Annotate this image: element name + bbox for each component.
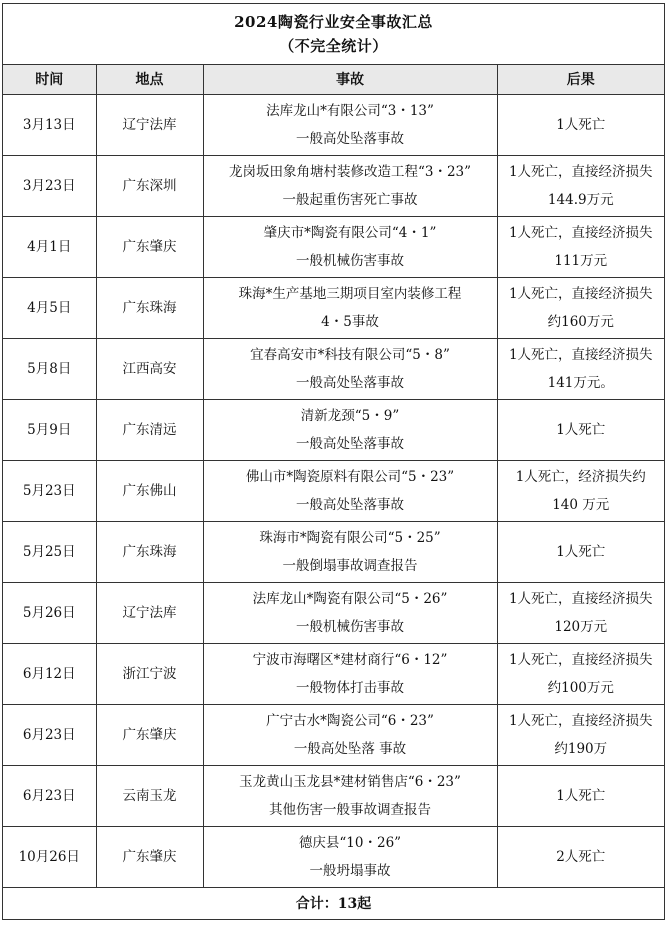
event-line: 一般倒塌事故调查报告 xyxy=(282,558,418,574)
cell-time: 6月23日 xyxy=(3,766,96,827)
cell-event xyxy=(203,95,497,156)
event-line: 龙岗坂田象角塘村装修改造工程“3・23” xyxy=(228,164,472,180)
cell-result xyxy=(497,95,664,156)
total-row xyxy=(3,888,664,920)
cell-place: 广东深圳 xyxy=(96,156,203,217)
result-line: 1人死亡 xyxy=(556,422,606,438)
cell-place: 江西高安 xyxy=(96,339,203,400)
accident-table xyxy=(3,65,664,919)
result-line: 120万元 xyxy=(554,619,608,635)
table-row xyxy=(3,339,664,400)
cell-place: 广东珠海 xyxy=(96,278,203,339)
cell-time: 5月23日 xyxy=(3,461,96,522)
cell-result xyxy=(497,522,664,583)
table-row xyxy=(3,766,664,827)
event-line: 一般机械伤害事故 xyxy=(296,253,404,269)
cell-place: 广东肇庆 xyxy=(96,217,203,278)
event-line: 广宁古水*陶瓷公司“6・23” xyxy=(266,713,434,729)
cell-event xyxy=(203,705,497,766)
header-place: 地点 xyxy=(96,65,203,95)
event-line: 一般高处坠落 事故 xyxy=(293,741,407,757)
cell-result xyxy=(497,400,664,461)
cell-result xyxy=(497,766,664,827)
cell-place: 辽宁法库 xyxy=(96,583,203,644)
table-row xyxy=(3,522,664,583)
cell-event xyxy=(203,278,497,339)
result-line: 1人死亡 xyxy=(556,788,606,804)
event-line: 玉龙黄山玉龙县*建材销售店“6・23” xyxy=(239,774,461,790)
cell-place: 广东清远 xyxy=(96,400,203,461)
result-line: 2人死亡 xyxy=(556,849,606,865)
page-subtitle: （不完全统计） xyxy=(279,37,388,55)
event-line: 一般高处坠落事故 xyxy=(296,131,404,147)
result-line: 1人死亡，直接经济损失 xyxy=(508,225,653,241)
cell-place: 云南玉龙 xyxy=(96,766,203,827)
table-header-row xyxy=(3,65,664,95)
cell-place: 广东佛山 xyxy=(96,461,203,522)
result-line: 约100万元 xyxy=(547,680,614,696)
table-row xyxy=(3,156,664,217)
table-row xyxy=(3,217,664,278)
cell-time: 10月26日 xyxy=(3,827,96,888)
table-row xyxy=(3,705,664,766)
cell-event xyxy=(203,217,497,278)
table-row xyxy=(3,278,664,339)
result-line: 1人死亡 xyxy=(556,117,606,133)
result-line: 1人死亡，直接经济损失 xyxy=(508,347,653,363)
table-row xyxy=(3,644,664,705)
cell-event xyxy=(203,339,497,400)
result-line: 约190万 xyxy=(554,741,608,757)
cell-result xyxy=(497,339,664,400)
cell-time: 3月13日 xyxy=(3,95,96,156)
result-line: 1人死亡，直接经济损失 xyxy=(508,713,653,729)
cell-time: 6月12日 xyxy=(3,644,96,705)
table-row xyxy=(3,827,664,888)
cell-event xyxy=(203,644,497,705)
result-line: 1人死亡，直接经济损失 xyxy=(508,591,653,607)
result-line: 140 万元 xyxy=(552,497,610,513)
result-line: 约160万元 xyxy=(547,314,614,330)
table-row xyxy=(3,583,664,644)
cell-event xyxy=(203,766,497,827)
cell-event xyxy=(203,583,497,644)
table-body xyxy=(3,95,664,920)
event-line: 其他伤害一般事故调查报告 xyxy=(269,802,431,818)
title-block xyxy=(3,4,664,65)
event-line: 佛山市*陶瓷原料有限公司“5・23” xyxy=(245,469,455,485)
event-line: 4・5事故 xyxy=(321,314,379,330)
cell-result xyxy=(497,583,664,644)
cell-place: 广东珠海 xyxy=(96,522,203,583)
result-line: 1人死亡 xyxy=(556,544,606,560)
event-line: 宁波市海曙区*建材商行“6・12” xyxy=(252,652,448,668)
cell-place: 浙江宁波 xyxy=(96,644,203,705)
cell-result xyxy=(497,705,664,766)
cell-time: 6月23日 xyxy=(3,705,96,766)
event-line: 一般高处坠落事故 xyxy=(296,497,404,513)
cell-result xyxy=(497,827,664,888)
cell-result xyxy=(497,156,664,217)
cell-time: 4月5日 xyxy=(3,278,96,339)
result-line: 1人死亡，直接经济损失 xyxy=(508,286,653,302)
cell-time: 4月1日 xyxy=(3,217,96,278)
cell-place: 广东肇庆 xyxy=(96,705,203,766)
result-line: 1人死亡，直接经济损失 xyxy=(508,164,653,180)
event-line: 法库龙山*陶瓷有限公司“5・26” xyxy=(252,591,448,607)
cell-event xyxy=(203,156,497,217)
header-event: 事故 xyxy=(203,65,497,95)
event-line: 珠海市*陶瓷有限公司“5・25” xyxy=(259,530,441,546)
cell-time: 5月9日 xyxy=(3,400,96,461)
event-line: 宜春高安市*科技有限公司“5・8” xyxy=(250,347,450,363)
cell-place: 广东肇庆 xyxy=(96,827,203,888)
cell-time: 5月8日 xyxy=(3,339,96,400)
event-line: 法库龙山*有限公司“3・13” xyxy=(266,103,434,119)
table-row xyxy=(3,461,664,522)
result-line: 144.9万元 xyxy=(547,192,614,208)
result-line: 1人死亡，经济损失约 xyxy=(515,469,646,485)
event-line: 一般高处坠落事故 xyxy=(296,436,404,452)
cell-place: 辽宁法库 xyxy=(96,95,203,156)
table-row xyxy=(3,95,664,156)
accident-summary-sheet xyxy=(2,3,665,920)
cell-result xyxy=(497,217,664,278)
cell-time: 3月23日 xyxy=(3,156,96,217)
cell-event xyxy=(203,400,497,461)
cell-result xyxy=(497,461,664,522)
result-line: 1人死亡，直接经济损失 xyxy=(508,652,653,668)
event-line: 一般高处坠落事故 xyxy=(296,375,404,391)
event-line: 清新龙颈“5・9” xyxy=(300,408,400,424)
total-cell: 合计：13起 xyxy=(3,888,664,920)
cell-event xyxy=(203,827,497,888)
event-line: 德庆县“10・26” xyxy=(298,835,402,851)
cell-event xyxy=(203,461,497,522)
cell-event xyxy=(203,522,497,583)
header-time: 时间 xyxy=(3,65,96,95)
event-line: 一般物体打击事故 xyxy=(296,680,404,696)
cell-time: 5月25日 xyxy=(3,522,96,583)
header-result: 后果 xyxy=(497,65,664,95)
cell-result xyxy=(497,278,664,339)
page-title: 2024陶瓷行业安全事故汇总 xyxy=(234,13,433,31)
event-line: 一般机械伤害事故 xyxy=(296,619,404,635)
table-row xyxy=(3,400,664,461)
event-line: 一般坍塌事故 xyxy=(309,863,391,879)
cell-time: 5月26日 xyxy=(3,583,96,644)
result-line: 111万元 xyxy=(554,253,608,269)
event-line: 肇庆市*陶瓷有限公司“4・1” xyxy=(263,225,437,241)
cell-result xyxy=(497,644,664,705)
event-line: 一般起重伤害死亡事故 xyxy=(282,192,418,208)
event-line: 珠海*生产基地三期项目室内装修工程 xyxy=(238,286,462,302)
result-line: 141万元。 xyxy=(547,375,614,391)
